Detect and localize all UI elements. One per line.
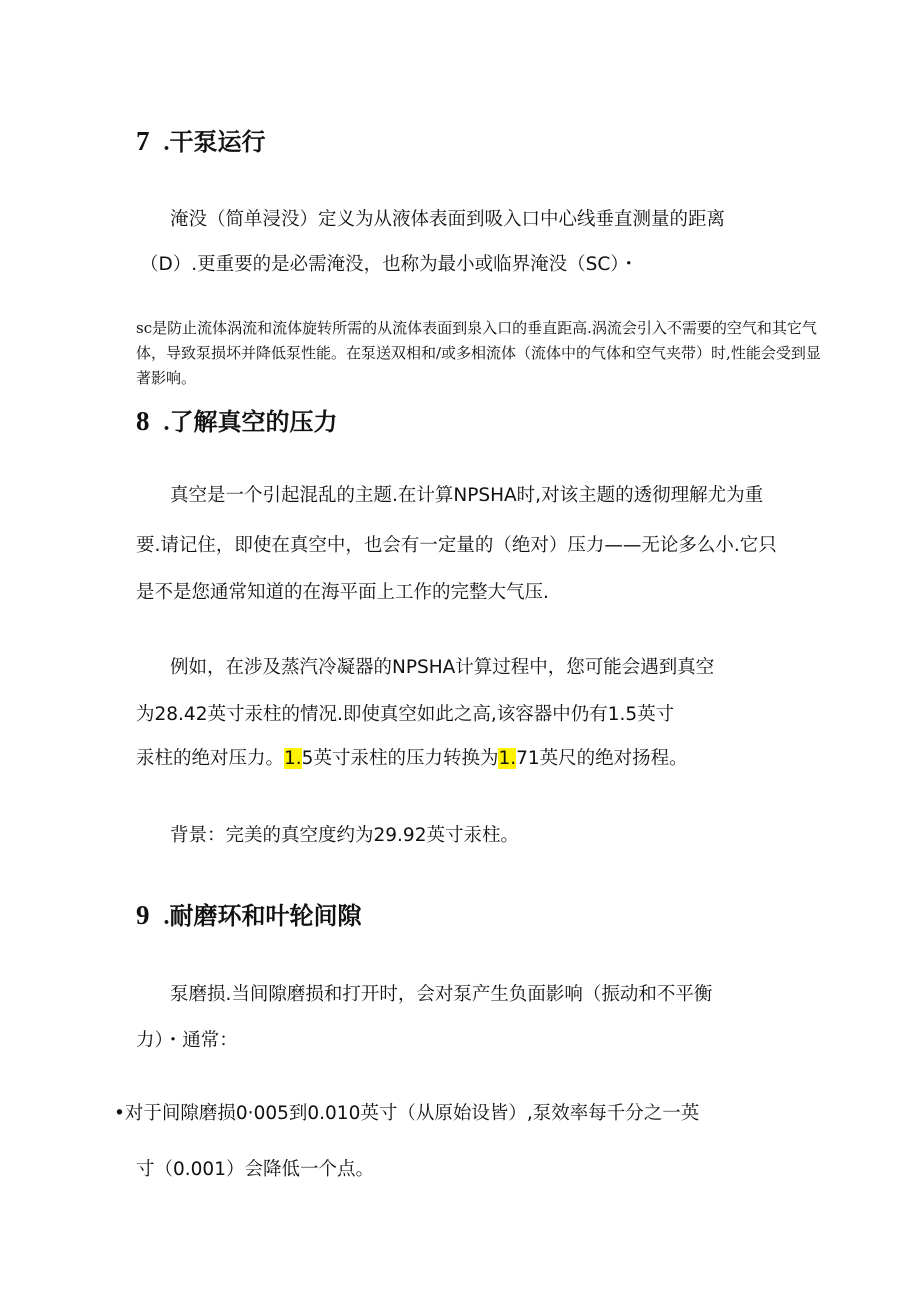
paragraph-line: （D）.更重要的是必需淹没，也称为最小或临界淹没（SC）・ <box>140 254 639 275</box>
section-number: 9 <box>136 900 150 930</box>
note-paragraph: sc是防止流体涡流和流体旋转所需的从流体表面到泉入口的垂直距高.涡流会引入不需要的空气和其它气体，导致泵损坏并降低泵性能。在泵送双相和/或多相流体（流体中的气体和空气夹带）时,性能会受到显著影响。 <box>136 319 821 387</box>
paragraph-line: 力）・通常： <box>136 1030 238 1051</box>
paragraph-line: 淹没（简单浸没）定义为从液体表面到吸入口中心线垂直测量的距离 <box>170 209 726 230</box>
text-run: 71英尺的绝对扬程。 <box>516 748 688 769</box>
paragraph-line: 是不是您通常知道的在海平面上工作的完整大气压. <box>136 582 549 603</box>
heading-section-7 <box>136 126 266 158</box>
paragraph-line: 要.请记住，即使在真空中，也会有一定量的（绝对）压力——无论多么小.它只 <box>136 535 777 556</box>
paragraph-line: 为28.42英寸汞柱的情况.即使真空如此之高,该容器中仍有1.5英寸 <box>136 704 675 725</box>
heading-section-8 <box>136 406 338 438</box>
paragraph-line: 真空是一个引起混乱的主题.在计算NPSHA时,对该主题的透彻理解尤为重 <box>170 485 764 506</box>
section-number: 8 <box>136 406 150 436</box>
bullet-line: 寸（0.001）会降低一个点。 <box>136 1159 374 1180</box>
text-run: 5英寸汞柱的压力转换为 <box>301 748 499 769</box>
section-number: 7 <box>136 126 150 156</box>
section-title: .了解真空的压力 <box>163 410 338 436</box>
text-run: 汞柱的绝对压力。 <box>136 748 285 769</box>
highlight-mark: 1. <box>498 748 517 769</box>
bullet-line: •对于间隙磨损0·005到0.010英寸（从原始设皆）,泵效率每千分之一英 <box>114 1103 700 1124</box>
highlight-mark: 1. <box>284 748 302 769</box>
section-title: .耐磨环和叶轮间隙 <box>163 904 362 930</box>
paragraph-line: 泵磨损.当间隙磨损和打开时，会对泵产生负面影响（振动和不平衡 <box>170 984 713 1005</box>
paragraph-line-highlighted <box>136 746 688 772</box>
paragraph-line: 例如，在涉及蒸汽冷凝器的NPSHA计算过程中，您可能会遇到真空 <box>170 657 715 678</box>
section-title: .干泵运行 <box>163 130 266 156</box>
paragraph-line: 背景：完美的真空度约为29.92英寸汞柱。 <box>170 825 519 846</box>
heading-section-9 <box>136 900 362 932</box>
